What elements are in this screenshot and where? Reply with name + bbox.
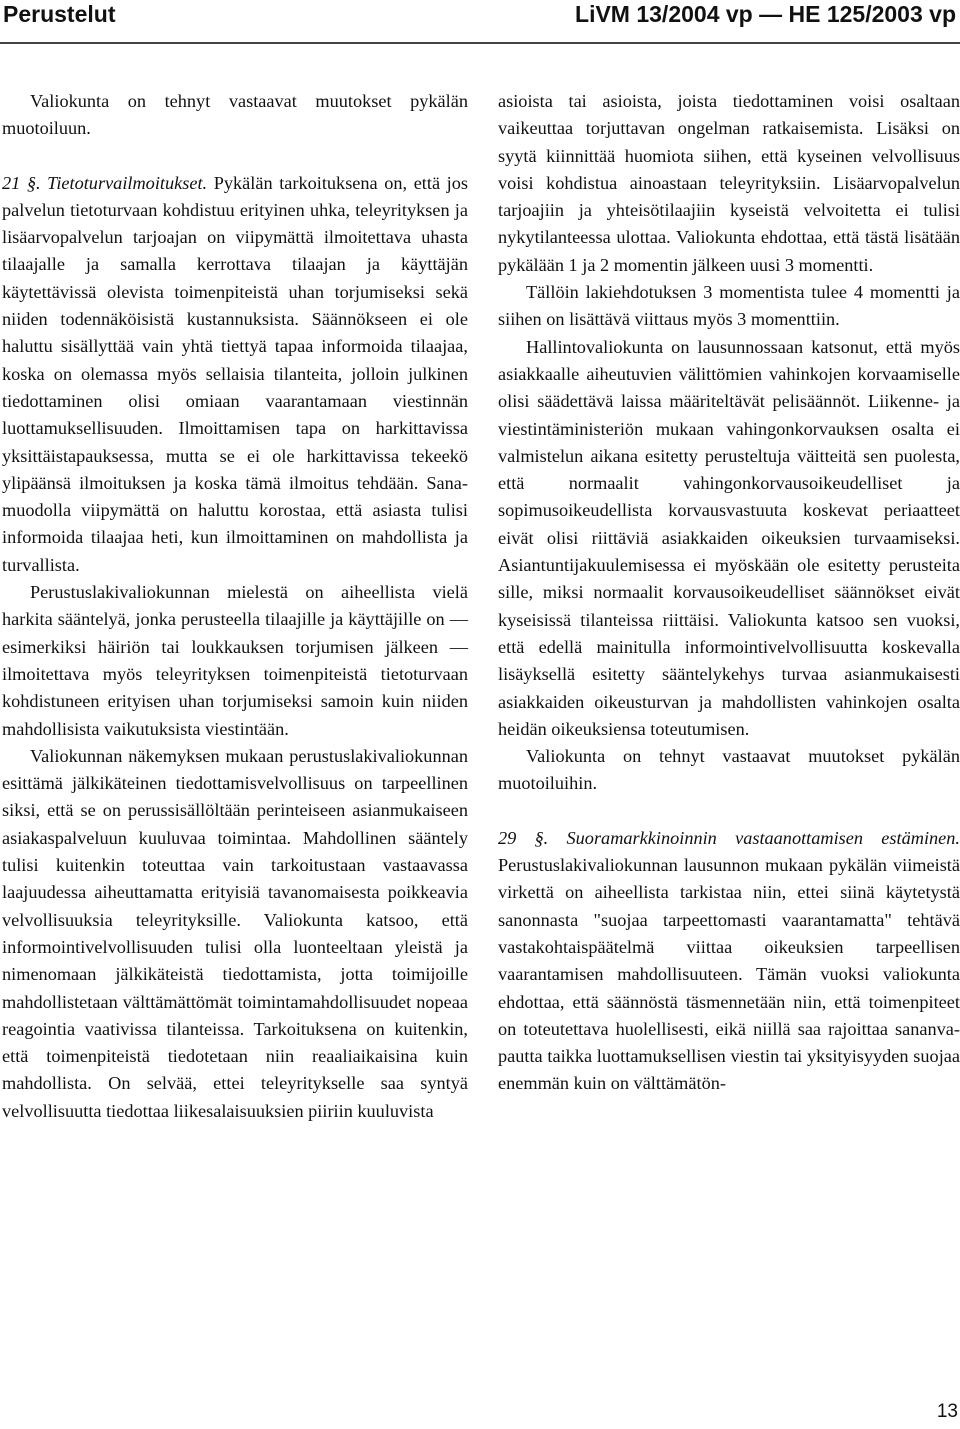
- left-column: [2, 88, 468, 1125]
- paragraph-text: Perustuslakivaliokunnan lausunnon mukaan pykälän viimeistä virkettä on aiheellista tarkistaa niin, ettei siinä käytetystä sanonnasta "suojaa tarpeettomasti vaarantamatta" tehtävä vastakohtaispäätelmä viittaa oikeuksien tarpeellisen vaarantamisen mahdollisuuteen. Tämän vuoksi valiokunta ehdottaa, että säännöstä täsmennetään niin, että toimenpiteet on toteutettava huolellisesti, eikä niillä saa rajoittaa sananvapautta taikka luottamuksellisen viestin tai yksityisyyden suojaa enemmän kuin on välttämätön-: [498, 855, 960, 1094]
- paragraph: asioista tai asioista, joista tiedottaminen voisi osaltaan vaikeuttaa torjuttavan ongelman ratkaisemista. Lisäksi on syytä kiinnittää huomiota siihen, että kyseinen velvollisuus voisi kohdistua ainoastaan teleyrityksiin. Lisäarvopalvelun tarjoajiin ja yhteisötilaajiin kyseistä velvoitetta ei tulisi nykytilanteessa ulottaa. Valiokunta ehdottaa, että tästä lisätään pykälään 1 ja 2 momentin jälkeen uusi 3 momentti.: [498, 91, 960, 275]
- paragraph: Valiokunta on tehnyt vastaavat muutokset pykälän muotoiluihin.: [498, 746, 960, 794]
- paragraph: Perustuslakivaliokunnan mielestä on aiheellista vielä harkita sääntelyä, jonka perusteella tilaajille ja käyttäjille on — esimerkiksi häiriön tai loukkauksen torjumisen jälkeen — ilmoitettava myös teleyrityksen toimenpiteistä tietoturvaan kohdistuneen erityisen uhan torjumiseksi samoin kuin niiden mahdollisista vaikutuksista viestintään.: [2, 582, 468, 739]
- section-heading: 29 §. Suoramarkkinoinnin vastaanottamisen estäminen.: [498, 827, 960, 848]
- paragraph: Hallintovaliokunta on lausunnossaan katsonut, että myös asiakkaalle aiheutuvien välittömien vahinkojen korvaamiselle olisi säädettävä laissa määriteltävät pelisäännöt. Liikenne- ja viestintäministeriön mukaan vahingonkorvauksen osalta ei valmistelun aikana esitetty perusteltuja väitteitä sen puolesta, että normaalit vahingonkorvausoikeudelliset ja sopimusoikeudellista korvausvastuuta koskevat periaatteet eivät olisi riittäviä asiakkaiden oikeuksien turvaamiseksi. Asiantuntijakuulemisessa ei myöskään ole esitetty perusteita sille, miksi normaalit korvausoikeudelliset säännökset eivät kyseisissä tilanteissa riittäisi. Valiokunta katsoo sen vuoksi, että edellä mainitulla informointivelvollisuutta koskevalla lisäyksellä esitetty sääntelykehys turvaa asianmukaisesti asiakkaiden oikeusturvan ja mahdollisten vahinkojen osalta heidän oikeuksiensa toteutumisen.: [498, 336, 960, 739]
- page-number: 13: [936, 1401, 958, 1422]
- paragraph-text: Pykälän tarkoituksena on, että jos palvelun tietoturvaan kohdistuu erityinen uhka, teleyrityksen ja lisäarvopalvelun tarjoajan on viipymättä ilmoitettava uhasta tilaajalle ja samalla kerrottava tilaajan ja käyttäjän käytettävissä olevista toimenpiteistä uhan torjumiseksi sekä niiden todennäköisistä kustannuksista. Säännökseen ei ole haluttu sisällyttää vain yhtä tiettyä tapaa informoida tilaajaa, koska on olemassa myös sellaisia tilanteita, jolloin julkinen tiedottaminen olisi omiaan vaarantamaan viestinnän luottamuksellisuuden. Ilmoittamisen tapa on harkittavissa yksittäistapauksessa, mutta se ei ole harkittavissa tekeekö ylipäänsä ilmoituksen ja koska tämä ilmoitus tehdään. Sanamuodolla viipymättä on haluttu korostaa, että asiasta tulisi informoida tilaajaa heti, kun ilmoittaminen on mahdollista ja turvallista.: [2, 172, 468, 575]
- running-header-document-id: LiVM 13/2004 vp — HE 125/2003 vp: [575, 1, 956, 27]
- header-divider: [0, 42, 960, 44]
- section-29-paragraph: [498, 825, 960, 1098]
- paragraph: Tällöin lakiehdotuksen 3 momentista tulee 4 momentti ja siihen on lisättävä viittaus myös 3 momenttiin.: [498, 282, 960, 330]
- paragraph: Valiokunta on tehnyt vastaavat muutokset pykälän muotoiluun.: [2, 91, 468, 139]
- section-21-paragraph: [2, 170, 468, 579]
- section-heading: 21 §. Tietoturvailmoitukset.: [2, 172, 208, 193]
- running-header-section: Perustelut: [3, 1, 116, 27]
- paragraph: Valiokunnan näkemyksen mukaan perustuslakivaliokunnan esittämä jälkikäteinen tiedottamisvelvollisuus on tarpeellinen siksi, että se on perussisällöltään perinteiseen asianmukaiseen asiakaspalveluun kuuluvaa toimintaa. Mahdollinen sääntely tulisi kuitenkin toteuttaa vain tarkoitustaan vastaavassa laajuudessa aiheuttamatta erityisiä tavanomaisesta poikkeavia velvollisuuksia teleyrityksille. Valiokunta katsoo, että informointivelvollisuuden tulisi olla luonteeltaan yleistä ja nimenomaan jälkikäteistä tiedottamista, jotta toimijoille mahdollistetaan välttämättömät toimintamahdollisuudet nopeaa reagointia vaativissa tilanteissa. Tarkoituksena on kuitenkin, että toimenpiteistä tiedotetaan niin reaaliaikaisina kuin mahdollista. On selvää, ettei teleyritykselle saa syntyä velvollisuutta tiedottaa liikesalaisuuksien piiriin kuuluvista: [2, 745, 468, 1121]
- right-column: [498, 88, 960, 1098]
